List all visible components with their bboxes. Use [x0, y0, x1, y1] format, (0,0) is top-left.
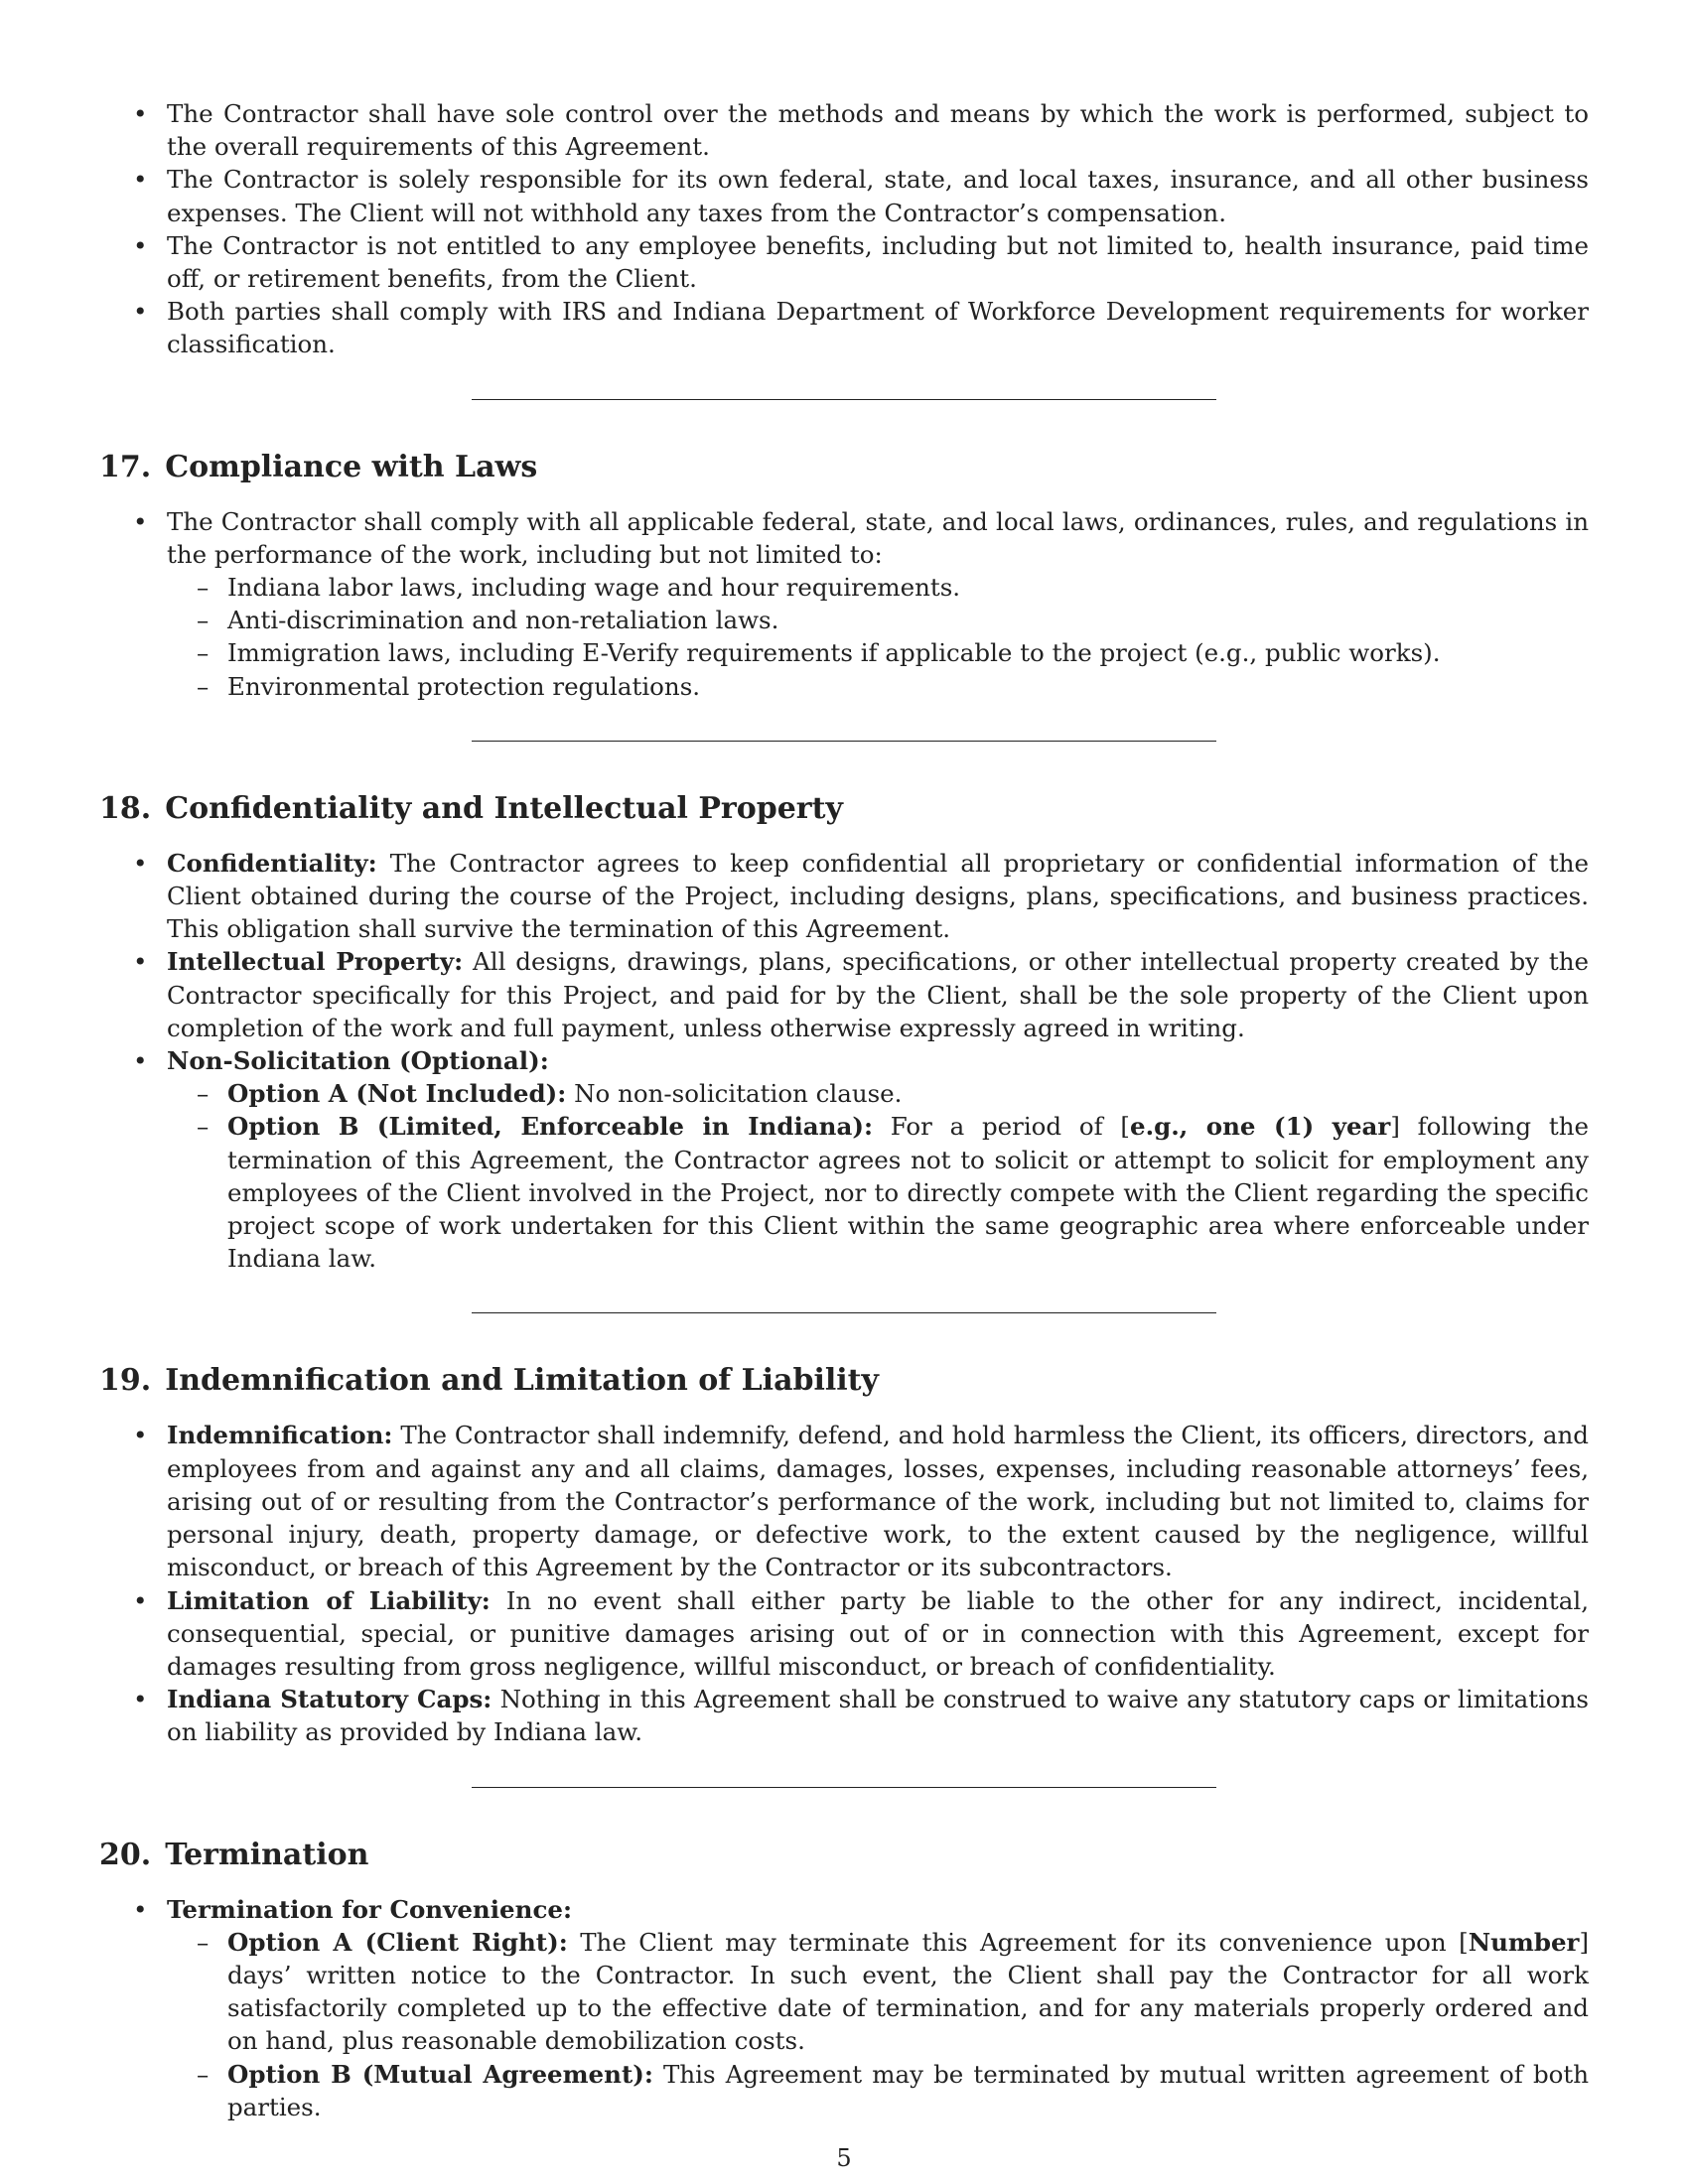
sub-list-item: [227, 2058, 1589, 2123]
list-item: [167, 1584, 1589, 1684]
section-divider: [472, 1312, 1216, 1313]
worker-classification-list: [99, 97, 1589, 361]
list-item: • The Contractor is not entitled to any employee benefits, including but not limited to, health insurance, paid time off, or retirement benefits, from the Client.: [167, 229, 1589, 295]
placeholder-field: Number: [1468, 1927, 1580, 1957]
termination-options: [167, 1926, 1589, 2123]
compliance-list: [99, 505, 1589, 703]
list-item: • The Contractor is solely responsible for its own federal, state, and local taxes, insurance, and all other business expenses. The Client will not withhold any taxes from the Contractor’s compensation.: [167, 163, 1589, 228]
term-label: Indemnification:: [167, 1421, 393, 1450]
option-label: Option A (Not Included):: [227, 1079, 567, 1109]
term-label: Non-Solicitation (Optional):: [167, 1046, 549, 1076]
placeholder-field: e.g., one (1) year: [1129, 1112, 1391, 1142]
section-18-heading: [99, 791, 1589, 827]
option-text: The Client may terminate this Agreement for its convenience upon [: [580, 1927, 1469, 1957]
option-label: Option A (Client Right):: [227, 1927, 568, 1957]
section-number: 17.: [99, 449, 152, 484]
option-label: Option B (Mutual Agreement):: [227, 2059, 653, 2089]
section-divider: [472, 399, 1216, 400]
sub-list-item: [227, 1926, 1589, 2058]
sub-list-item: – Indiana labor laws, including wage and hour requirements.: [227, 571, 1589, 604]
section-title: Termination: [165, 1837, 369, 1872]
list-item: [167, 505, 1589, 703]
sub-list-item: [227, 1077, 1589, 1110]
option-text: For a period of [: [890, 1112, 1130, 1142]
list-item: [167, 945, 1589, 1044]
section-title: Compliance with Laws: [165, 449, 538, 484]
sub-list-item: – Anti-discrimination and non-retaliation laws.: [227, 604, 1589, 636]
term-text: The Contractor shall indemnify, defend, and hold harmless the Client, its officers, directors, and employees from and against any and all claims, damages, losses, expenses, including reasonable attorneys’ fees, arising out of or resulting from the Contractor’s performance of the work, including but not limited to, claims for personal injury, death, property damage, or defective work, to the extent caused by the negligence, willful misconduct, or breach of this Agreement by the Contractor or its subcontractors.: [167, 1421, 1589, 1582]
section-title: Confidentiality and Intellectual Property: [165, 790, 843, 826]
term-text: Nothing in this Agreement shall be construed to waive any statutory caps or limitations on liability as provided by Indiana law.: [167, 1685, 1590, 1747]
section-20-heading: [99, 1838, 1589, 1873]
term-text: In no event shall either party be liable to the other for any indirect, incidental, consequential, special, or punitive damages arising out of or in connection with this Agreement, except for damages resulting from gross negligence, willful misconduct, or breach of confidentiality.: [167, 1585, 1589, 1681]
term-label: Limitation of Liability:: [167, 1585, 491, 1615]
option-text: No non-solicitation clause.: [574, 1079, 903, 1109]
page-number: 5: [836, 2144, 852, 2172]
list-item: [167, 1893, 1589, 2123]
option-text: This Agreement may be terminated by mutual written agreement of both parties.: [227, 2059, 1589, 2121]
sub-list-item: [227, 1110, 1589, 1275]
section-number: 20.: [99, 1837, 152, 1872]
section-19-heading: [99, 1363, 1589, 1399]
indemnification-list: [99, 1419, 1589, 1748]
sub-list-item: – Environmental protection regulations.: [227, 670, 1589, 703]
section-number: 18.: [99, 790, 152, 826]
document-page: [99, 97, 1589, 2123]
section-number: 19.: [99, 1363, 152, 1399]
section-title: Indemnification and Limitation of Liability: [165, 1363, 879, 1399]
section-divider: [472, 1787, 1216, 1788]
list-item: • Both parties shall comply with IRS and Indiana Department of Workforce Development requirements for worker classification.: [167, 295, 1589, 360]
term-label: Indiana Statutory Caps:: [167, 1685, 492, 1714]
term-text: The Contractor agrees to keep confidential all proprietary or confidential information of the Client obtained during the course of the Project, including designs, plans, specifications, and business practices. This obligation shall survive the termination of this Agreement.: [167, 848, 1589, 944]
term-label: Intellectual Property:: [167, 947, 464, 977]
list-item: [167, 1419, 1589, 1583]
list-item-text: The Contractor shall comply with all applicable federal, state, and local laws, ordinances, rules, and regulations in the performance of the work, including but not limited to:: [167, 506, 1589, 569]
section-divider: [472, 741, 1216, 742]
non-solicitation-options: [167, 1077, 1589, 1275]
list-item: [167, 1683, 1589, 1748]
term-text: All designs, drawings, plans, specifications, or other intellectual property created by the Contractor specifically for this Project, and paid for by the Client, shall be the sole property of the Client upon completion of the work and full payment, unless otherwise expressly agreed in writing.: [167, 947, 1589, 1042]
term-label: Confidentiality:: [167, 848, 377, 878]
sub-list-item: – Immigration laws, including E-Verify requirements if applicable to the project (e.g., public works).: [227, 636, 1589, 669]
list-item: • The Contractor shall have sole control over the methods and means by which the work is performed, subject to the overall requirements of this Agreement.: [167, 97, 1589, 163]
option-text: ] following the termination of this Agreement, the Contractor agrees not to solicit or attempt to solicit for employment any employees of the Client involved in the Project, nor to directly compete with the Client regarding the specific project scope of work undertaken for this Client within the same geographic area where enforceable under Indiana law.: [227, 1112, 1589, 1274]
option-label: Option B (Limited, Enforceable in Indiana):: [227, 1112, 873, 1142]
termination-list: [99, 1893, 1589, 2123]
section-17-heading: [99, 450, 1589, 485]
term-label: Termination for Convenience:: [167, 1894, 573, 1924]
compliance-sublist: [167, 571, 1589, 703]
option-text: ] days’ written notice to the Contractor. In such event, the Client shall pay the Contractor for all work satisfactorily completed up to the effective date of termination, and for any materials properly ordered and on hand, plus reasonable demobilization costs.: [227, 1927, 1590, 2056]
list-item: [167, 847, 1589, 946]
list-item: [167, 1044, 1589, 1275]
confidentiality-list: [99, 847, 1589, 1276]
